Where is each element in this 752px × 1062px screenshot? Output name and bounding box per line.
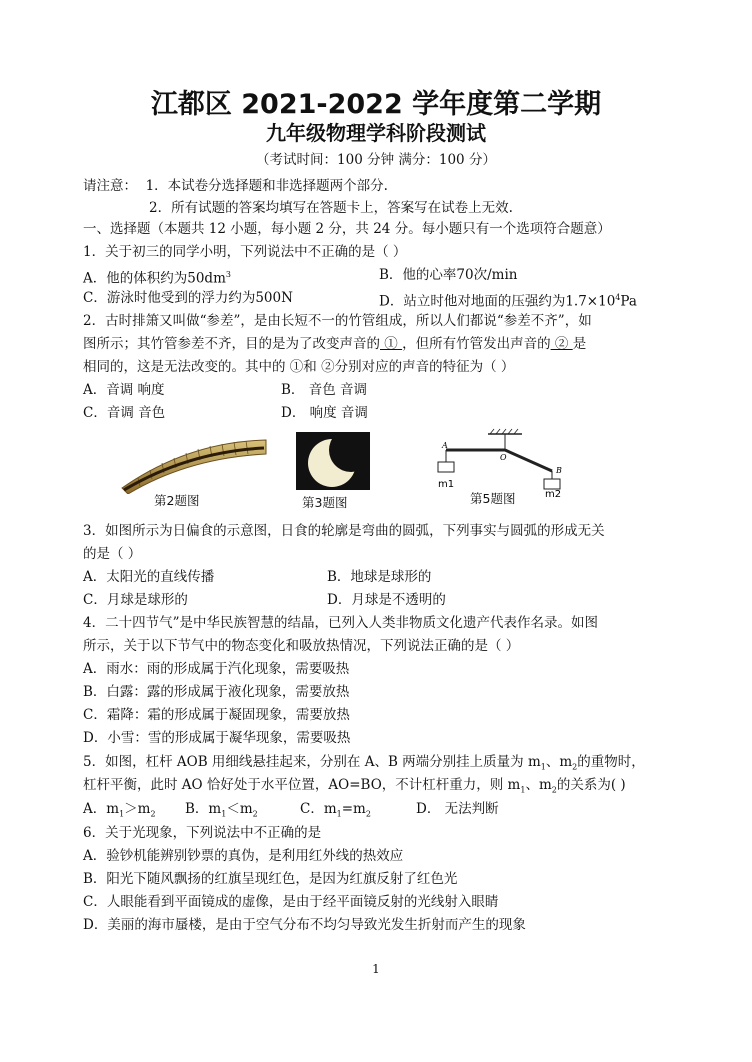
exam-title: 江都区 2021-2022 学年度第二学期 xyxy=(150,89,602,120)
notice-item-1: 1．本试卷分选择题和非选择题两个部分. xyxy=(145,178,388,194)
q4-option-b: B．白露：露的形成属于液化现象，需要放热 xyxy=(83,684,350,700)
notice-item-2: 2．所有试题的答案均填写在答题卡上，答案写在试卷上无效. xyxy=(149,200,513,216)
q1-option-a: A．他的体积约为$50dm^3$ xyxy=(83,270,231,287)
q2-line-3: 相同的，这是无法改变的。其中的 ①和 ②分别对应的声音的特征为（ ） xyxy=(83,359,515,375)
q5-option-c: C．$m_1=m_2$ xyxy=(300,801,371,819)
q4-option-a: A．雨水：雨的形成属于汽化现象，需要吸热 xyxy=(83,661,350,677)
q5-option-d: D． 无法判断 xyxy=(416,801,499,817)
q6-option-c: C．人眼能看到平面镜成的虚像，是由于经平面镜反射的光线射入眼睛 xyxy=(83,894,499,910)
q3-line-1: 3．如图所示为日偏食的示意图，日食的轮廓是弯曲的圆弧，下列事实与圆弧的形成无关 xyxy=(83,523,605,539)
q1-option-c: C．游泳时他受到的浮力约为500N xyxy=(83,290,293,306)
q3-option-d: D．月球是不透明的 xyxy=(327,592,446,608)
fig2-caption: 第2题图 xyxy=(154,493,200,508)
panpipe-figure xyxy=(118,432,268,494)
label-o: O xyxy=(500,453,507,462)
label-b: B xyxy=(556,466,562,475)
q3-option-b: B．地球是球形的 xyxy=(327,569,432,585)
q2-line-1: 2．古时排箫又叫做“参差”，是由长短不一的竹管组成，所以人们都说“参差不齐”，如 xyxy=(83,313,592,329)
mass-2-label: m2 xyxy=(545,489,562,498)
q5-line-2: 杠杆平衡，此时 AO 恰好处于水平位置，AO=BO，不计杠杆重力，则 $m_1$、$m_2$的关系为( ) xyxy=(83,777,626,795)
blank-1: ① xyxy=(380,336,403,352)
q1-option-d: D．站立时他对地面的压强约为$1.7\times 10^4Pa$ xyxy=(379,293,637,310)
q6-option-b: B．阳光下随风飘扬的红旗呈现红色，是因为红旗反射了红色光 xyxy=(83,871,458,887)
label-a: A xyxy=(442,441,448,450)
q2-line-2: 图所示；其竹管参差不齐，目的是为了改变声音的 ① ，但所有竹管发出声音的 ② 是 xyxy=(83,336,587,352)
q4-line-1: 4．二十四节气”是中华民族智慧的结晶，已列入人类非物质文化遗产代表作名录。如图 xyxy=(83,615,598,631)
q3-line-2: 的是（ ） xyxy=(83,546,142,562)
page-number: 1 xyxy=(372,962,380,976)
q5-option-a: A．$m_1>m_2$ xyxy=(83,801,156,819)
blank-2: ② xyxy=(550,336,573,352)
q3-option-c: C．月球是球形的 xyxy=(83,592,188,608)
notice-line-1 xyxy=(83,176,388,196)
q6-option-a: A．验钞机能辨别钞票的真伪，是利用红外线的热效应 xyxy=(83,848,404,864)
q1-option-b: B．他的心率70次/min xyxy=(379,267,518,283)
q4-line-2: 所示，关于以下节气中的物态变化和吸放热情况，下列说法正确的是（ ） xyxy=(83,638,520,654)
q6-stem: 6．关于光现象，下列说法中不正确的是 xyxy=(83,825,322,841)
section-1-heading: 一、选择题（本题共 12 小题，每小题 2 分，共 24 分。每小题只有一个选项符合题意） xyxy=(83,221,611,237)
q5-option-b: B．$m_1<m_2$ xyxy=(185,801,258,819)
q2-option-a: A．音调 响度 xyxy=(83,382,165,398)
mass-1-label: m1 xyxy=(438,479,455,490)
notice-label: 请注意： xyxy=(83,178,137,194)
q2-option-c: C．音调 音色 xyxy=(83,405,166,421)
eclipse-figure xyxy=(296,432,370,490)
q6-option-d: D．美丽的海市蜃楼，是由于空气分布不均匀导致光发生折射而产生的现象 xyxy=(83,917,526,933)
fig3-caption: 第3题图 xyxy=(302,495,348,510)
q1-stem: 1．关于初三的同学小明，下列说法中不正确的是（ ） xyxy=(83,244,407,260)
exam-subtitle: 九年级物理学科阶段测试 xyxy=(266,121,486,145)
q4-option-d: D．小雪：雪的形成属于凝华现象，需要吸热 xyxy=(83,730,351,746)
lever-figure xyxy=(428,428,573,498)
q2-option-b: B． 音色 音调 xyxy=(281,382,368,398)
exam-info: （考试时间：100 分钟 满分：100 分） xyxy=(256,152,496,168)
fig5-caption: 第5题图 xyxy=(470,491,516,506)
q5-line-1: 5．如图，杠杆 AOB 用细线悬挂起来，分别在 A、B 两端分别挂上质量为 $m_1$、$m_2$的重物时， xyxy=(83,754,645,772)
q4-option-c: C．霜降：霜的形成属于凝固现象，需要放热 xyxy=(83,707,350,723)
q3-option-a: A．太阳光的直线传播 xyxy=(83,569,215,585)
q2-option-d: D． 响度 音调 xyxy=(281,405,368,421)
